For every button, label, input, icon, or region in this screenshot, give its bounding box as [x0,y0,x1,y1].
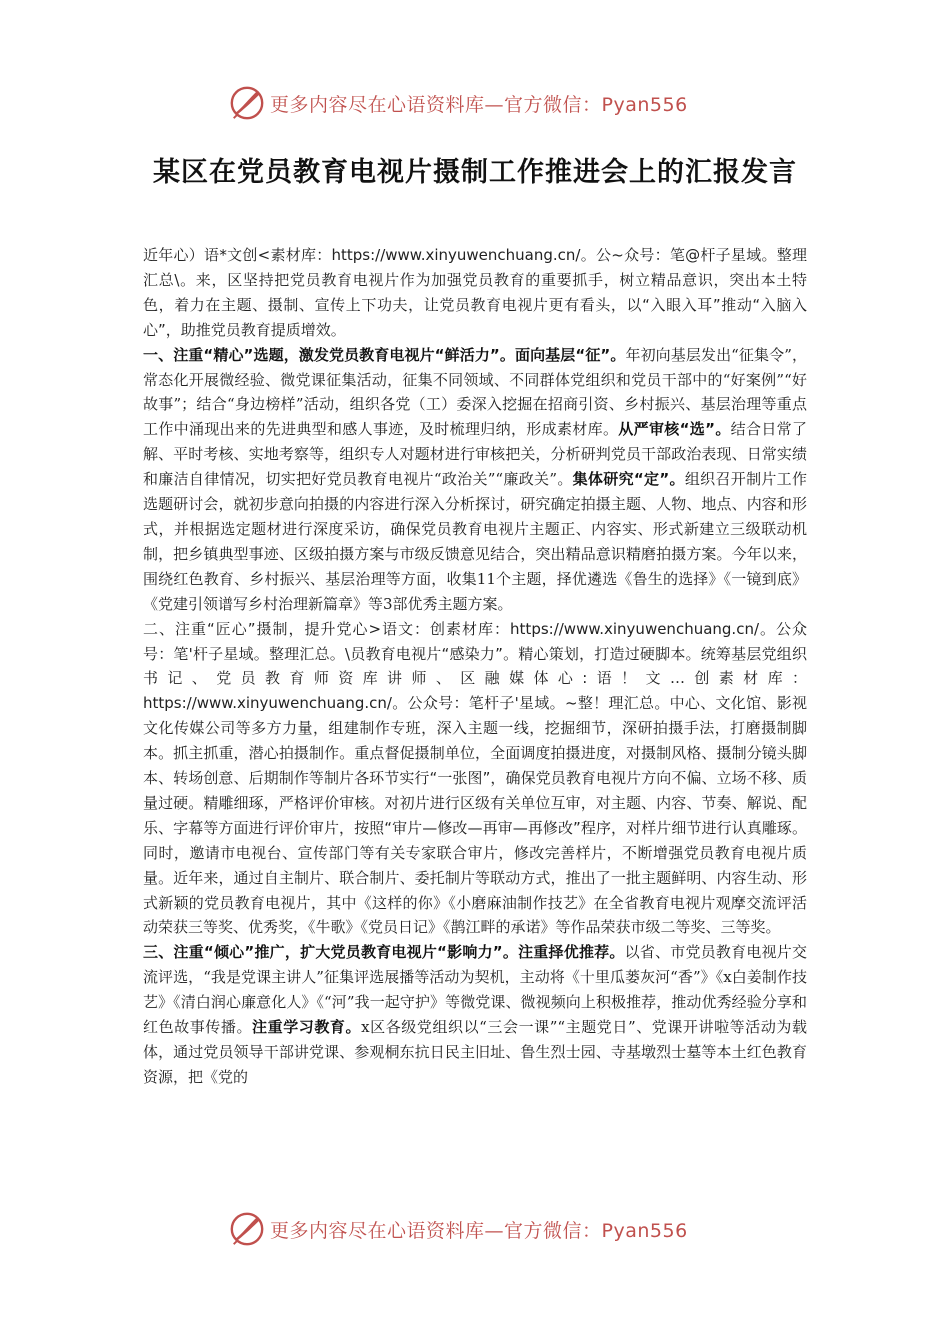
footer-wechat-id: Pyan556 [601,1219,688,1242]
section-1-paragraph [143,343,807,617]
section-1-heading: 一、注重“精心”选题，激发党员教育电视片“鲜活力”。面向基层“征”。 [143,345,626,364]
header-banner [228,83,788,123]
section-1-text-3: 组织召开制片工作选题研讨会，就初步意向拍摄的内容进行深入分析探讨，研究确定拍摄主题、人物、地点、内容和形式，并根据选定题材进行深度采访，确保党员教育电视片主题正、内容实、形式新建立三级联动机制，把乡镇典型事迹、区级拍摄方案与市级反馈意见结合，突出精品意识精磨拍摄方案。今年以来，围绕红色教育、乡村振兴、基层治理等方面，收集11个主题，择优遴选《鲁生的选择》《一镜到底》《党建引领谱写乡村治理新篇章》等3部优秀主题方案。 [143,470,807,613]
section-2-paragraph: 二、注重“匠心”摄制，提升党心>语文：创素材库：https://www.xinyuwenchuang.cn/。公众号：笔'杆子星域。整理汇总。\员教育电视片“感染力”。精心策划，打造过硬脚本。统筹基层党组织书记、党员教育师资库讲师、区融媒体心:语！文…创素材库：https://www.xinyuwenchuang.cn/。公众号：笔杆子'星域。~整！理汇总。中心、文化馆、影视文化传媒公司等多方力量，组建制作专班，深入主题一线，挖掘细节，深研拍摄手法，打磨摄制脚本。抓主抓重，潜心拍摄制作。重点督促摄制单位，全面调度拍摄进度，对摄制风格、摄制分镜头脚本、转场创意、后期制作等制片各环节实行“一张图”，确保党员教育电视片方向不偏、立场不移、质量过硬。精雕细琢，严格评价审核。对初片进行区级有关单位互审，对主题、内容、节奏、解说、配乐、字幕等方面进行评价审片，按照“审片—修改—再审—再修改”程序，对样片细节进行认真雕琢。同时，邀请市电视台、宣传部门等有关专家联合审片，修改完善样片，不断增强党员教育电视片质量。近年来，通过自主制片、联合制片、委托制片等联动方式，推出了一批主题鲜明、内容生动、形式新颖的党员教育电视片，其中《这样的你》《小磨麻油制作技艺》在全省教育电视片观摩交流评活动荣获三等奖、优秀奖，《牛歌》《党员日记》《鹊江畔的承诺》等作品荣获市级二等奖、三等奖。 [143,619,807,937]
section-3-subheading-2: 注重学习教育。 [252,1018,362,1037]
section-3-text-2: x区各级党组织以“三会一课”“主题党日”、党课开讲啦等活动为载体，通过党员领导干部讲党课、参观桐东抗日民主旧址、鲁生烈士园、寺基墩烈士墓等本土红色教育资源，把《党的 [143,1018,807,1086]
footer-banner-text: 更多内容尽在心语资料库—官方微信： [270,1219,602,1242]
pen-logo-icon [228,84,266,122]
header-wechat-id: Pyan556 [601,93,688,116]
section-1-text-2: 结合日常了解、平时考核、实地考察等，组织专人对题材进行审核把关，分析研判党员干部政治表现、日常实绩和廉洁自律情况，切实把好党员教育电视片“政治关”“廉政关”。 [143,420,807,489]
section-1-text-1: 年初向基层发出“征集令”，常态化开展微经验、微党课征集活动，征集不同领域、不同群体党组织和党员干部中的“好案例”“好故事”；结合“身边榜样”活动，组织各党（工）委深入挖掘在招商引资、乡村振兴、基层治理等重点工作中涌现出来的先进典型和感人事迹，及时梳理归纳，形成素材库。 [143,345,807,439]
section-3-heading: 三、注重“倾心”推广，扩大党员教育电视片“影响力”。注重择优推荐。 [143,943,625,962]
section-1-subheading-3: 集体研究“定”。 [572,470,685,489]
header-banner-text: 更多内容尽在心语资料库—官方微信： [270,93,602,116]
section-3-paragraph [143,940,807,1089]
intro-paragraph: 近年心）语*文创<素材库：https://www.xinyuwenchuang.cn/。公~众号：笔@杆子星域。整理汇总\。来，区坚持把党员教育电视片作为加强党员教育的重要抓手，树立精品意识，突出本土特色，着力在主题、摄制、宣传上下功夫，让党员教育电视片更有看头，以“入眼入耳”推动“入脑入心”，助推党员教育提质增效。 [143,246,807,339]
section-1-subheading-2: 从严审核“选”。 [618,420,731,439]
footer-banner [228,1209,788,1249]
section-3-text-1: 以省、市党员教育电视片交流评选，“我是党课主讲人”征集评选展播等活动为契机，主动将《十里瓜蒌灰河“香”》《x白姜制作技艺》《清白润心廉意化人》《“河”我一起守护》等微党课、微视频向上积极推荐，推动优秀经验分享和红色故事传播。 [143,943,807,1037]
page-title: 某区在党员教育电视片摄制工作推进会上的汇报发言 [153,157,797,188]
document-body [143,243,807,1090]
pen-logo-icon [228,1210,266,1248]
